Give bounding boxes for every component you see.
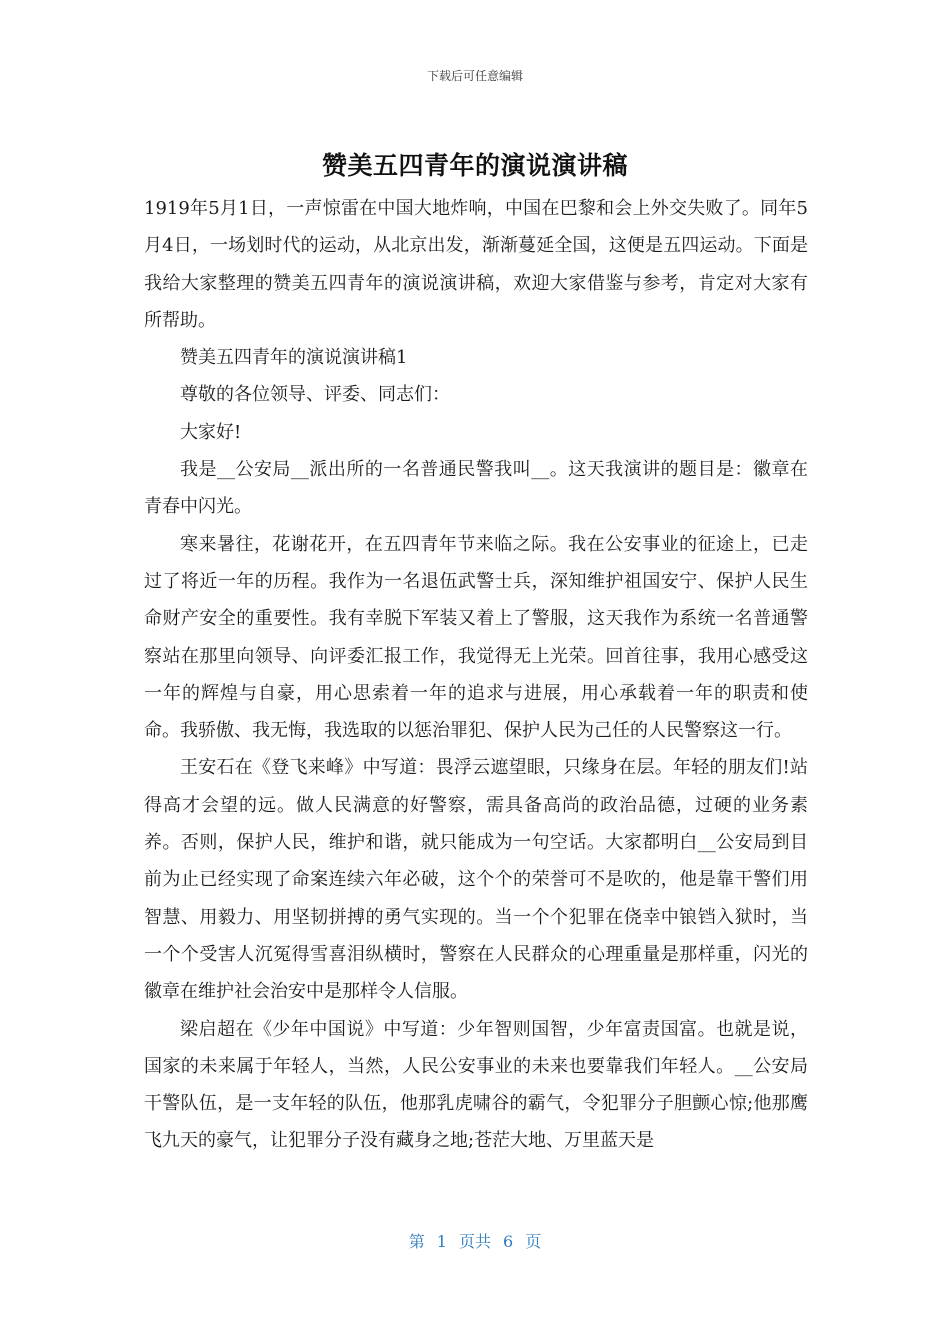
page-label-prefix: 第 bbox=[408, 1232, 425, 1251]
page-label-middle: 页共 bbox=[458, 1232, 491, 1251]
page-label-suffix: 页 bbox=[525, 1232, 542, 1251]
document-body bbox=[144, 190, 808, 1160]
total-pages: 6 bbox=[503, 1232, 514, 1251]
page-number: 1 bbox=[436, 1232, 447, 1251]
paragraph: 赞美五四青年的演说演讲稿1 bbox=[180, 347, 408, 369]
paragraph: 大家好! bbox=[180, 421, 242, 443]
paragraph: 梁启超在《少年中国说》中写道：少年智则国智，少年富责国富。也就是说，国家的未来属于年轻人，当然，人民公安事业的未来也要靠我们年轻人。__公安局干警队伍，是一支年轻的队伍，他那乳虎啸谷的霸气，令犯罪分子胆颤心惊;他那鹰飞九天的豪气，让犯罪分子没有藏身之地;苍茫大地、万里蓝天是 bbox=[144, 1018, 808, 1152]
paragraph: 寒来暑往，花谢花开，在五四青年节来临之际。我在公安事业的征途上，已走过了将近一年的历程。我作为一名退伍武警士兵，深知维护祖国安宁、保护人民生命财产安全的重要性。我有幸脱下军装又着上了警服，这天我作为系统一名普通警察站在那里向领导、向评委汇报工作，我觉得无上光荣。回首往事，我用心感受这一年的辉煌与自豪，用心思索着一年的追求与进展，用心承载着一年的职责和使命。我骄傲、我无悔，我选取的以惩治罪犯、保护人民为己任的人民警察这一行。 bbox=[144, 533, 808, 742]
paragraph: 我是__公安局__派出所的一名普通民警我叫__。这天我演讲的题目是：徽章在青春中闪光。 bbox=[144, 459, 808, 518]
page-footer bbox=[0, 1229, 950, 1252]
paragraph: 尊敬的各位领导、评委、同志们： bbox=[180, 384, 450, 406]
paragraph: 王安石在《登飞来峰》中写道：畏浮云遮望眼，只缘身在层。年轻的朋友们!站得高才会望的远。做人民满意的好警察，需具备高尚的政治品德，过硬的业务素养。否则，保护人民，维护和谐，就只能成为一句空话。大家都明白__公安局到目前为止已经实现了命案连续六年必破，这个个的荣誉可不是吹的，他是靠干警们用智慧、用毅力、用坚韧拼搏的勇气实现的。当一个个犯罪在侥幸中锒铛入狱时，当一个个受害人沉冤得雪喜泪纵横时，警察在人民群众的心理重量是那样重，闪光的徽章在维护社会治安中是那样令人信服。 bbox=[144, 757, 808, 1003]
document-title: 赞美五四青年的演说演讲稿 bbox=[321, 151, 628, 180]
header-note: 下载后可任意编辑 bbox=[426, 69, 523, 83]
paragraph: 1919年5月1日，一声惊雷在中国大地炸响，中国在巴黎和会上外交失败了。同年5月4日，一场划时代的运动，从北京出发，渐渐蔓延全国，这便是五四运动。下面是我给大家整理的赞美五四青年的演说演讲稿，欢迎大家借鉴与参考，肯定对大家有所帮助。 bbox=[144, 198, 808, 331]
